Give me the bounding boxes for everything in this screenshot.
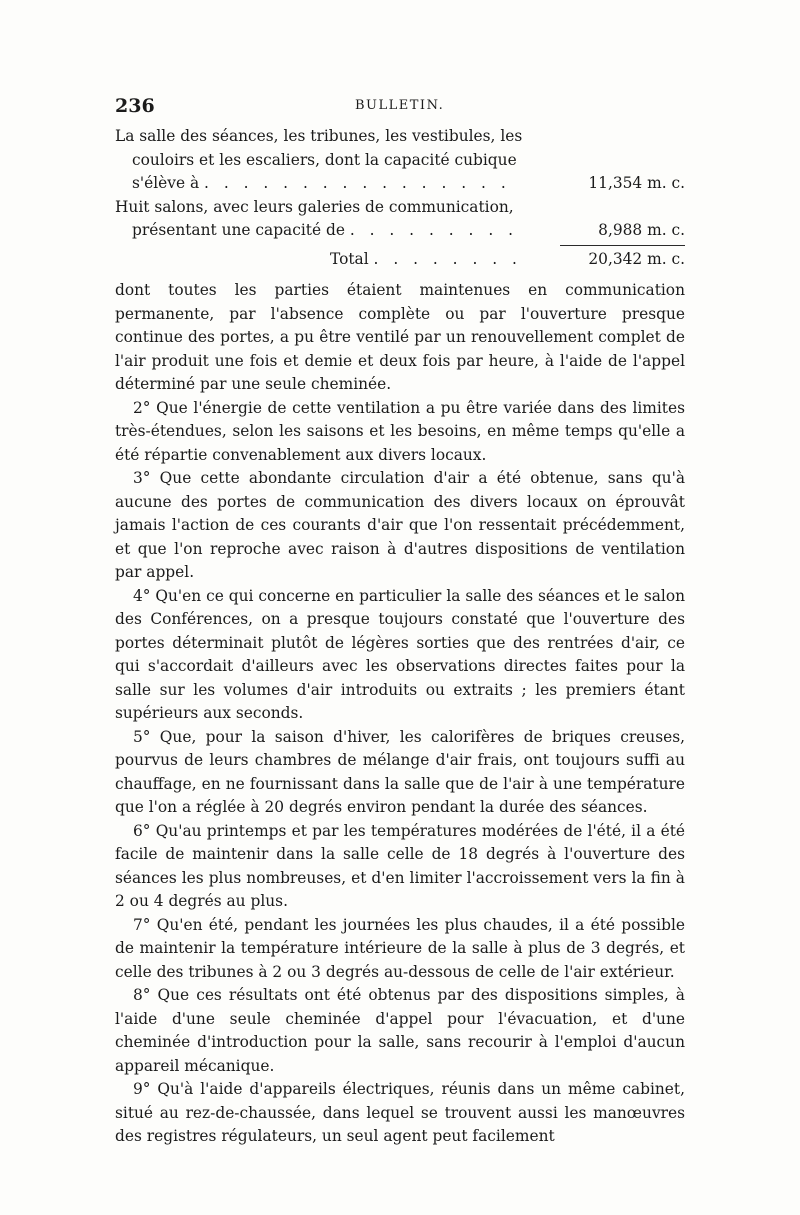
table-row bbox=[115, 196, 685, 220]
row-label-line: présentant une capacité de bbox=[132, 221, 345, 239]
capacity-value: 8,988 m. c. bbox=[598, 221, 685, 239]
row-label-line: couloirs et les escaliers, dont la capacité cubique bbox=[132, 150, 517, 169]
dot-leader: . . . . . . . . bbox=[373, 249, 522, 268]
total-label: Total bbox=[330, 249, 369, 268]
paragraph: 5° Que, pour la saison d'hiver, les calorifères de briques creuses, pourvus de leurs chambres de mélange d'air frais, ont toujours suffi au chauffage, en ne fournissant dans la salle que de l'air à une température que l'on a réglée à 20 degrés environ pendant la durée des séances. bbox=[115, 727, 685, 816]
body-text bbox=[115, 279, 685, 1149]
paragraph: 2° Que l'énergie de cette ventilation a pu être variée dans des limites très-étendues, selon les saisons et les besoins, en même temps qu'elle a été répartie convenablement aux divers locaux. bbox=[115, 398, 685, 464]
table-row bbox=[115, 125, 685, 149]
capacity-value: 11,354 m. c. bbox=[588, 174, 685, 192]
table-total-row bbox=[115, 248, 685, 272]
sum-rule bbox=[560, 245, 685, 246]
paragraph: 3° Que cette abondante circulation d'air a été obtenue, sans qu'à aucune des portes de communication des divers locaux on éprouvât jamais l'action de ces courants d'air que l'on ressentait précédemment, et que l'on reproche avec raison à d'autres dispositions de ventilation par appel. bbox=[115, 469, 685, 581]
book-page bbox=[115, 95, 685, 1149]
row-label-line: Huit salons, avec leurs galeries de communication, bbox=[115, 197, 514, 216]
table-row bbox=[115, 172, 685, 196]
table-row bbox=[115, 219, 685, 243]
paragraph: 6° Qu'au printemps et par les températures modérées de l'été, il a été facile de maintenir dans la salle celle de 18 degrés à l'ouverture des séances les plus nombreuses, et d'en limiter l'accroissement vers la fin à 2 ou 4 degrés au plus. bbox=[115, 821, 685, 910]
capacity-table bbox=[115, 125, 685, 271]
row-label-line: La salle des séances, les tribunes, les vestibules, les bbox=[115, 127, 523, 145]
page-header bbox=[115, 95, 685, 119]
row-label-line: s'élève à bbox=[132, 174, 200, 192]
dot-leader: . . . . . . . . . bbox=[349, 221, 518, 239]
table-row bbox=[115, 149, 685, 173]
dot-leader: . . . . . . . . . . . . . . . . bbox=[204, 174, 511, 192]
paragraph: 9° Qu'à l'aide d'appareils électriques, réunis dans un même cabinet, situé au rez-de-chaussée, dans lequel se trouvent aussi les manœuvres des registres régulateurs, un seul agent peut facilement bbox=[115, 1080, 685, 1145]
total-value: 20,342 m. c. bbox=[588, 249, 685, 268]
paragraph: 7° Qu'en été, pendant les journées les plus chaudes, il a été possible de maintenir la température intérieure de la salle à plus de 3 degrés, et celle des tribunes à 2 ou 3 degrés au-dessous de celle de l'air extérieur. bbox=[115, 915, 685, 981]
page-number: 236 bbox=[115, 95, 155, 117]
paragraph: dont toutes les parties étaient maintenues en communication permanente, par l'absence complète ou par l'ouverture presque continue des portes, a pu être ventilé par un renouvellement complet de l'air produit une fois et demie et deux fois par heure, à l'aide de l'appel déterminé par une seule cheminée. bbox=[115, 281, 685, 393]
paragraph: 4° Qu'en ce qui concerne en particulier la salle des séances et le salon des Conférences, on a presque toujours constaté que l'ouverture des portes déterminait plutôt de légères sorties que des rentrées d'air, ce qui s'accordait d'ailleurs avec les observations directes faites pour la salle sur les volumes d'air introduits ou extraits ; les premiers étant supérieurs aux seconds. bbox=[115, 586, 685, 722]
running-title: BULLETIN. bbox=[355, 98, 445, 113]
paragraph: 8° Que ces résultats ont été obtenus par des dispositions simples, à l'aide d'une seule cheminée d'appel pour l'évacuation, et d'une cheminée d'introduction pour la salle, sans recourir à l'emploi d'aucun appareil mécanique. bbox=[115, 986, 685, 1075]
